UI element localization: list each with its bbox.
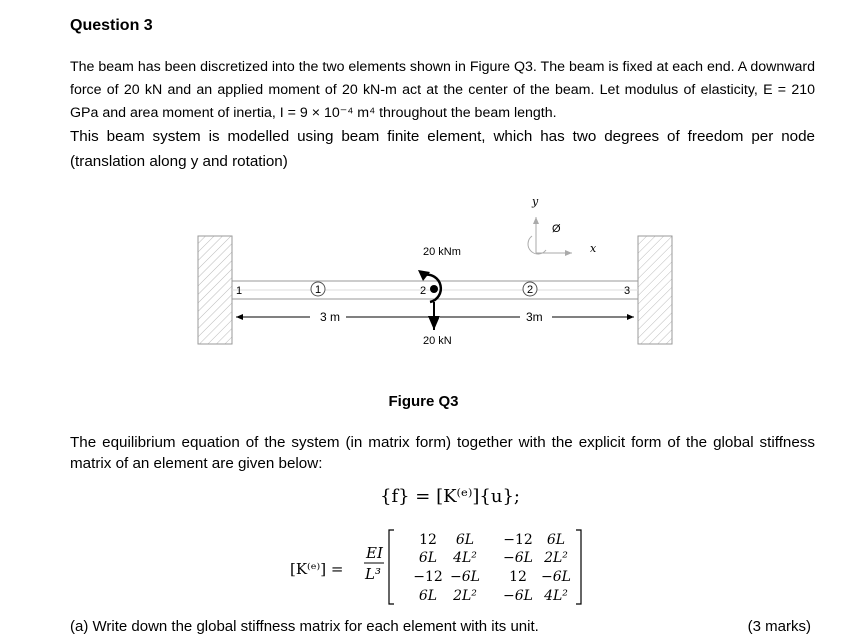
part-a-question: (a) Write down the global stiffness matrix for each element with its unit. [70, 618, 539, 635]
equilibrium-equation: {f} = [K⁽ᵉ⁾]{u}; [380, 486, 520, 507]
question-heading: Question 3 [70, 17, 153, 34]
matrix-cell: −6L [450, 569, 480, 585]
element-1-label: 1 [315, 284, 322, 296]
matrix-cell: 12 [509, 569, 527, 585]
matrix-cell: −6L [503, 550, 533, 566]
matrix-cell: 4L² [544, 588, 568, 604]
problem-paragraph-3: The equilibrium equation of the system (in matrix form) together with the explicit form of the global stiffness matrix of an element are given below: [70, 434, 815, 472]
right-fixed-support [638, 236, 672, 344]
problem-paragraph-2: This beam system is modelled using beam finite element, which has two degrees of freedom per node (translation along y and rotation) [70, 128, 815, 170]
part-a-marks: (3 marks) [747, 618, 811, 635]
left-fixed-support [198, 236, 232, 344]
problem-paragraph-1: The beam has been discretized into the two elements shown in Figure Q3. The beam is fixed at each end. A downward force of 20 kN and an applied moment of 20 kN-m act at the center of the beam. Let modulus of elasticity, E = 210 GPa and area moment of inertia, I = 9 × 10⁻⁴ m⁴ throughout the beam length. [70, 59, 816, 121]
matrix-cell: −6L [541, 569, 571, 585]
rotation-arc [528, 236, 546, 254]
matrix-left-bracket [389, 530, 394, 604]
matrix-cell: 2L² [544, 550, 568, 566]
coefficient-denominator: L³ [365, 565, 381, 583]
load-point [430, 285, 438, 293]
matrix-cell: −12 [413, 569, 443, 585]
axis-x-label: x [590, 242, 597, 255]
node-1-label: 1 [236, 285, 243, 297]
matrix-cell: 4L² [453, 550, 477, 566]
node-3-label: 3 [624, 285, 631, 297]
axis-rotation-label: Ø [552, 223, 561, 235]
matrix-cell: −12 [503, 532, 533, 548]
axis-y-label: y [532, 195, 539, 208]
element-2-length: 3m [526, 310, 543, 324]
force-label: 20 kN [423, 335, 452, 347]
matrix-cell: 6L [418, 588, 438, 604]
matrix-right-bracket [576, 530, 581, 604]
matrix-cell: −6L [503, 588, 533, 604]
matrix-cell: 6L [418, 550, 438, 566]
stiffness-matrix-lhs: [K⁽ᵉ⁾] = [290, 560, 344, 578]
matrix-cell: 6L [455, 532, 475, 548]
node-2-label: 2 [420, 285, 427, 297]
element-1-length: 3 m [320, 310, 341, 324]
matrix-cell: 12 [419, 532, 437, 548]
matrix-cell: 2L² [453, 588, 477, 604]
figure-caption: Figure Q3 [388, 393, 459, 410]
moment-label: 20 kNm [423, 246, 461, 258]
element-2-label: 2 [527, 284, 534, 296]
matrix-cell: 6L [546, 532, 566, 548]
stiffness-matrix-equation [290, 526, 590, 608]
stiffness-matrix [413, 532, 571, 604]
coefficient-numerator: EI [366, 544, 383, 562]
